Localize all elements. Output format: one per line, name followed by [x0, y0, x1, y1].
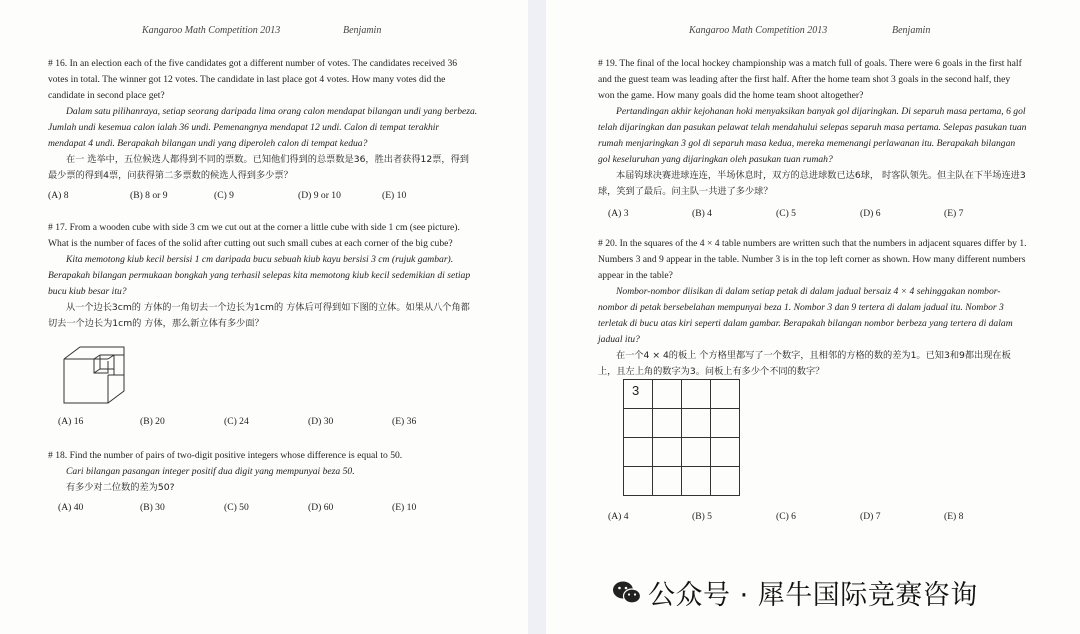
question-19 [598, 56, 1028, 222]
question-20-chinese: 在一个4 × 4的板上 个方格里都写了一个数字，且相邻的方格的数的差为1。已知3和9都出现在板上，且左上角的数字为3。问板上有多少个不同的数字？ [598, 350, 1011, 377]
grid-cell [624, 438, 653, 467]
option: (A) 4 [608, 511, 629, 522]
grid-cell [653, 467, 682, 496]
left-page [0, 0, 528, 634]
header-author: Benjamin [343, 25, 382, 36]
header-title: Kangaroo Math Competition 2013 [142, 25, 281, 36]
header-title: Kangaroo Math Competition 2013 [689, 25, 828, 36]
question-16 [48, 56, 478, 204]
option: (B) 30 [140, 502, 165, 513]
option: (C) 50 [224, 502, 249, 513]
question-20 [598, 236, 1028, 380]
question-20-english: # 20. In the squares of the 4 × 4 table numbers are written such that the numbers in adjacent squares differ by 1. Numbers 3 and 9 appear in the table. Number 3 is in the top left corner as shown. How many different numbers appear in the table? [598, 238, 1027, 281]
grid-cell [682, 380, 711, 409]
option: (E) 7 [944, 208, 964, 219]
grid-cell [711, 467, 740, 496]
option: (E) 10 [382, 190, 407, 201]
grid-cell [624, 467, 653, 496]
option: (C) 6 [776, 511, 796, 522]
option: (C) 24 [224, 416, 249, 427]
option: (D) 7 [860, 511, 881, 522]
header-author: Benjamin [892, 25, 931, 36]
question-16-chinese: 在一 选举中，五位候选人都得到不同的票数。已知他们得到的总票数是36，胜出者获得12票，得到最少票的得到4票，问获得第二多票数的候选人得到多少票？ [48, 154, 469, 181]
wechat-icon [612, 580, 642, 606]
option: (B) 8 or 9 [130, 190, 168, 201]
grid-cell [711, 409, 740, 438]
watermark [612, 573, 978, 612]
question-17 [48, 220, 478, 332]
right-page [546, 0, 1080, 634]
option: (D) 6 [860, 208, 881, 219]
option: (E) 8 [944, 511, 964, 522]
grid-cell [711, 438, 740, 467]
option: (C) 5 [776, 208, 796, 219]
question-17-malay: Kita memotong kiub kecil bersisi 1 cm daripada bucu sebuah kiub kayu bersisi 3 cm (rujuk gambar). Berapakah bilangan permukaan bongkah yang terhasil selepas kita memotong kiub kecil sedemikian di setiap bucu kiub besar itu? [48, 254, 471, 297]
question-18-options [48, 500, 478, 516]
grid-cell [624, 380, 653, 409]
option: (A) 40 [58, 502, 84, 513]
option: (A) 16 [58, 416, 84, 427]
question-16-english: # 16. In an election each of the five candidates got a different number of votes. The candidates received 36 votes in total. The winner got 12 votes. The candidate in last place got 4 votes. How many votes did the candidate in second place get? [48, 58, 458, 101]
question-18-malay: Cari bilangan pasangan integer positif dua digit yang mempunyai beza 50. [66, 466, 355, 477]
question-19-english: # 19. The final of the local hockey championship was a match full of goals. There were 6 goals in the first half and the guest team was leading after the first half. After the home team shot 3 goals in the second half, they won the game. How many goals did the home team shoot altogether? [598, 58, 1022, 101]
question-19-options [598, 206, 1028, 222]
grid-cell [682, 409, 711, 438]
grid-cell [653, 380, 682, 409]
option: (E) 10 [392, 502, 417, 513]
question-19-chinese: 本届钩球决赛进球连连，半场休息时，双方的总进球数已达6球， 时客队领先。但主队在下半场连进3球，笑到了最后。问主队一共进了多少球？ [598, 170, 1026, 197]
grid-cell [682, 467, 711, 496]
number-grid [623, 379, 740, 496]
option: (B) 5 [692, 511, 712, 522]
option: (C) 9 [214, 190, 234, 201]
question-18 [48, 448, 478, 516]
question-17-chinese: 从一个边长3cm的 方体的一角切去一个边长为1cm的 方体后可得到如下图的立体。如果从八个角都切去一个边长为1cm的 方体，那么新立体有多少面？ [48, 302, 470, 329]
grid-cell [682, 438, 711, 467]
grid-cell [624, 409, 653, 438]
option: (D) 30 [308, 416, 334, 427]
watermark-text: 公众号 · 犀牛国际竞赛咨询 [648, 580, 978, 611]
grid-cell [653, 438, 682, 467]
question-20-options [608, 511, 963, 522]
option: (B) 20 [140, 416, 165, 427]
option: (A) 8 [48, 190, 69, 201]
option: (B) 4 [692, 208, 712, 219]
question-18-english: # 18. Find the number of pairs of two-digit positive integers whose difference is equal to 50. [48, 450, 403, 461]
cube-figure [58, 345, 134, 405]
option: (E) 36 [392, 416, 417, 427]
question-18-chinese: 有多少对二位数的差为50? [66, 482, 175, 493]
grid-corner-value: 3 [632, 383, 640, 398]
grid-cell [711, 380, 740, 409]
option: (D) 60 [308, 502, 334, 513]
option: (D) 9 or 10 [298, 190, 341, 201]
question-19-malay: Pertandingan akhir kejohanan hoki menyaksikan banyak gol dijaringkan. Di separuh masa pertama, 6 gol telah dijaringkan dan pasukan pelawat telah mendahului selepas separuh masa pertama. Selepas pasukan tuan rumah menjaringkan 3 gol di separuh masa kedua, mereka memenangi perlawanan itu. Berapakah bilangan gol keseluruhan yang dijaringkan oleh pasukan tuan rumah? [598, 106, 1027, 165]
question-20-malay: Nombor-nombor diisikan di dalam setiap petak di dalam jadual bersaiz 4 × 4 sehinggakan nombor-nombor di petak bersebelahan mempunyai beza 1. Nombor 3 dan 9 tertera di dalam jadual itu. Nombor 3 terletak di bucu atas kiri seperti dalam gambar. Berapakah bilangan nombor berbeza yang tertera di dalam jadual itu? [598, 286, 1013, 345]
question-17-english: # 17. From a wooden cube with side 3 cm we cut out at the corner a little cube with side 1 cm (see picture). What is the number of faces of the solid after cutting out such small cubes at each corner of the big cube? [48, 222, 460, 249]
question-16-malay: Dalam satu pilihanraya, setiap seorang daripada lima orang calon mendapat bilangan undi yang berbeza. Jumlah undi kesemua calon ialah 36 undi. Pemenangnya mendapat 12 undi. Calon di tempat terakhir mendapat 4 undi. Berapakah bilangan undi yang diperoleh calon di tempat kedua? [48, 106, 478, 149]
grid-cell [653, 409, 682, 438]
question-16-options [48, 188, 478, 204]
option: (A) 3 [608, 208, 629, 219]
question-17-options [58, 416, 416, 427]
